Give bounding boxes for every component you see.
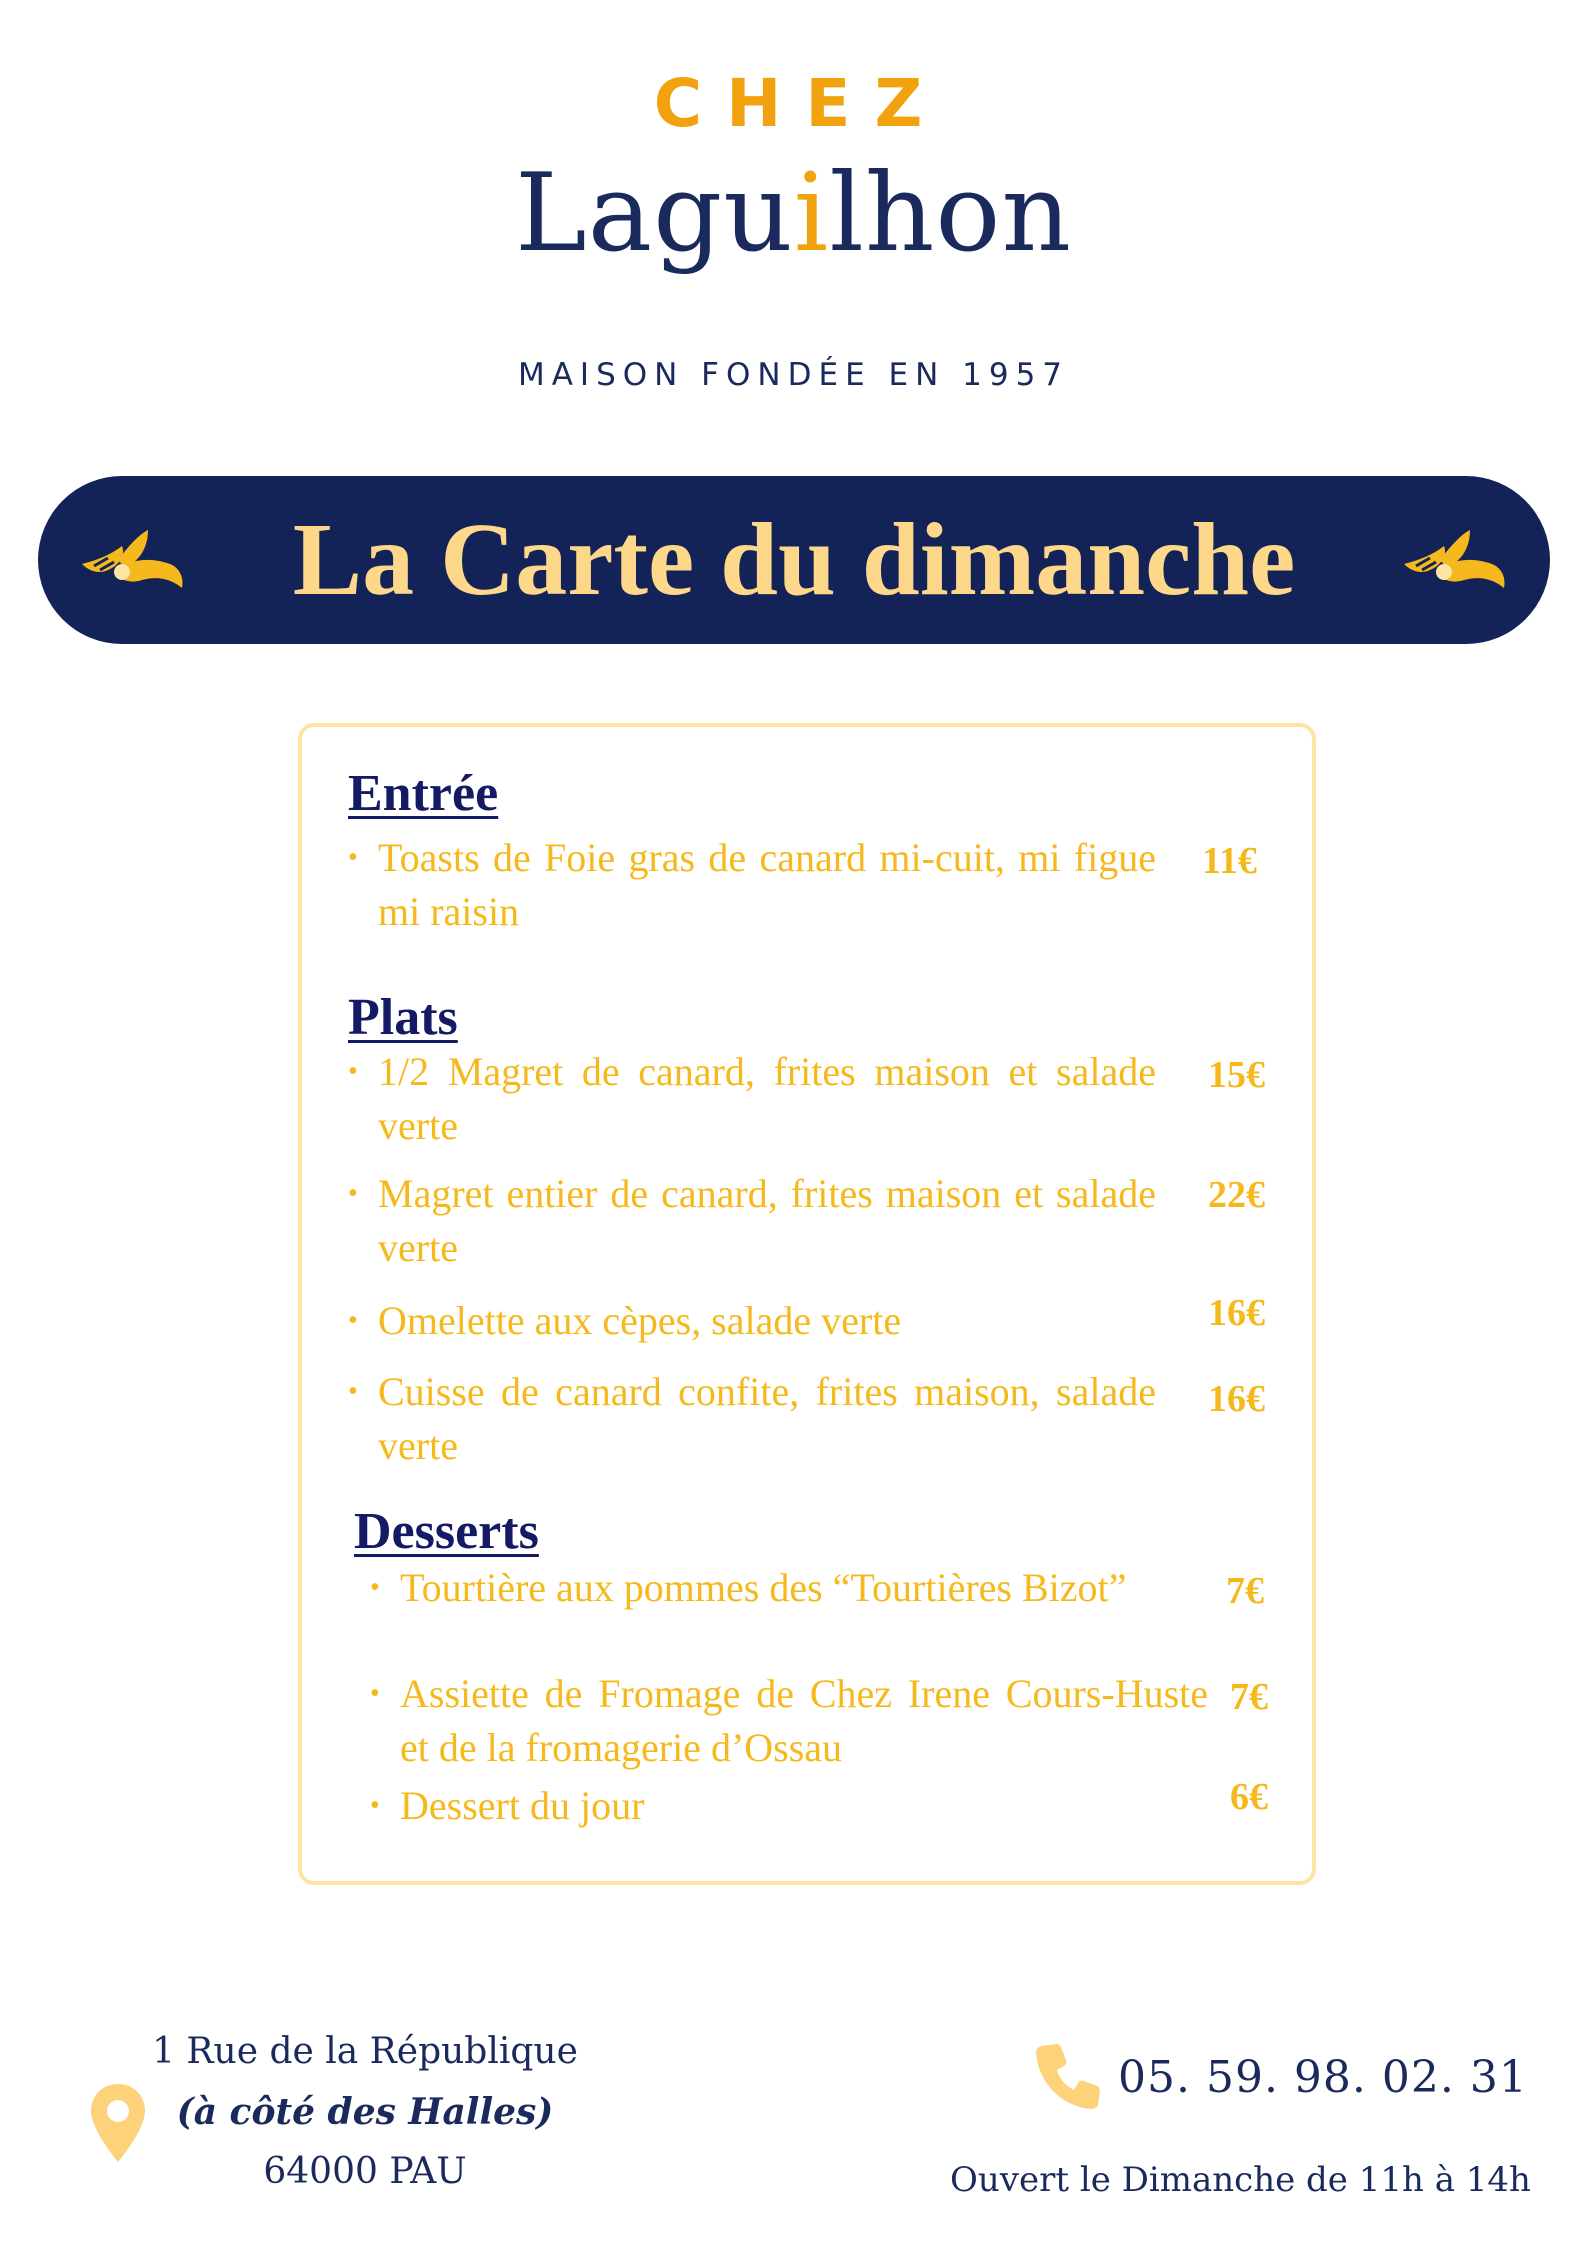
menu-item-price: 16€ [1208,1292,1265,1334]
menu-item-price: 7€ [1230,1676,1268,1718]
menu-box [298,723,1316,1885]
bullet-icon: • [370,1678,380,1709]
address-line2: (à côté des Halles) [176,2091,554,2133]
logo-name-part2: lhon [829,151,1073,276]
menu-item-price: 6€ [1230,1776,1268,1818]
section-title-desserts: Desserts [354,1503,539,1560]
logo-chez-text: CHEZ [653,65,947,140]
bullet-icon: • [348,1178,358,1209]
banner-title: La Carte du dimanche [292,502,1296,617]
address-line1: 1 Rue de la République [152,2031,578,2072]
footer-hours: Ouvert le Dimanche de 11h à 14h [950,2160,1531,2200]
menu-item-price: 16€ [1208,1378,1265,1420]
bird-icon [1400,520,1510,600]
logo-name-part1: Lagu [514,151,794,276]
menu-item-price: 15€ [1208,1054,1265,1096]
menu-item [370,1779,1208,1833]
logo-chez [600,30,1000,140]
bullet-icon: • [370,1790,380,1821]
section-title-plats: Plats [348,989,458,1046]
menu-item [370,1561,1208,1615]
address-line3: 64000 PAU [263,2151,467,2192]
title-banner [38,476,1550,644]
logo-name [0,151,1587,276]
menu-item-name: Assiette de Fromage de Chez Irene Cours-Huste et de la fromagerie d’Ossau [400,1671,1208,1770]
logo-name-accent: i [793,151,830,276]
menu-item-name: Dessert du jour [400,1783,645,1828]
menu-item [348,1167,1156,1275]
bullet-icon: • [348,1376,358,1407]
menu-item [348,1045,1156,1153]
footer-phone[interactable]: 05. 59. 98. 02. 31 [1118,2052,1528,2103]
bullet-icon: • [348,842,358,873]
bullet-icon: • [348,1305,358,1336]
menu-item-name: Cuisse de canard confite, frites maison, salade verte [378,1369,1156,1468]
menu-item-name: Tourtière aux pommes des “Tourtières Bizot” [400,1565,1127,1610]
menu-item-price: 11€ [1202,840,1257,882]
menu-item-name: 1/2 Magret de canard, frites maison et salade verte [378,1049,1156,1148]
menu-item-name: Magret entier de canard, frites maison et salade verte [378,1171,1156,1270]
menu-item-price: 22€ [1208,1174,1265,1216]
phone-icon [1032,2040,1104,2112]
menu-item [370,1667,1208,1775]
logo-tagline: MAISON FONDÉE EN 1957 [517,357,1070,393]
section-title-entree: Entrée [348,765,499,822]
footer-address [130,2022,600,2202]
menu-item-name: Toasts de Foie gras de canard mi-cuit, mi figue mi raisin [378,835,1156,934]
bullet-icon: • [348,1056,358,1087]
menu-item-price: 7€ [1226,1570,1264,1612]
bullet-icon: • [370,1572,380,1603]
menu-item-name: Omelette aux cèpes, salade verte [378,1298,902,1343]
menu-item [348,1294,1156,1348]
menu-item [348,1365,1156,1473]
menu-item [348,831,1156,939]
